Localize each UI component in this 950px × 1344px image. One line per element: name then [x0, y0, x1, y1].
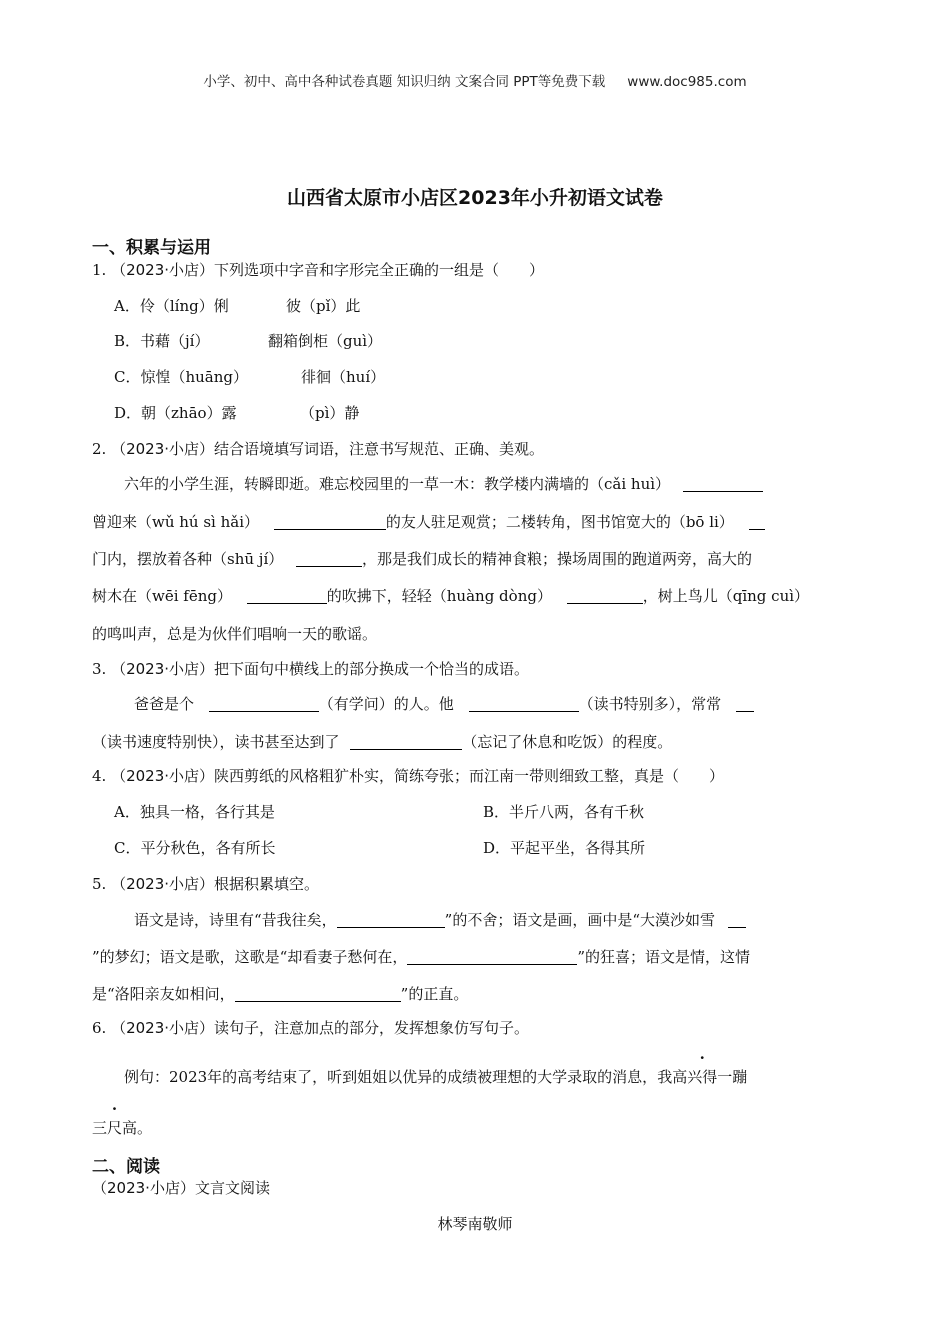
question-3: 3. （2023·小店）把下面句中横线上的部分换成一个恰当的成语。 — [92, 660, 530, 678]
page-title: 山西省太原市小店区2023年小升初语文试卷 — [287, 187, 663, 209]
question-source: （2023·小店） — [111, 261, 215, 279]
q5-line-2: ”的梦幻；语文是歌，这歌是“却看妻子愁何在， ”的狂喜；语文是情，这情 — [92, 948, 751, 966]
q2-line-2: 曾迎来（wǔ hú sì hǎi） 的友人驻足观赏；二楼转角，图书馆宽大的（bō li） — [92, 511, 765, 532]
answer-blank[interactable] — [567, 588, 643, 604]
q4-option-c: C．平分秋色，各有所长 — [114, 839, 276, 857]
section-heading-1: 一、积累与运用 — [92, 238, 211, 258]
q6-example-line-1: 例句：2023年的高考结束了，听到姐姐以优异的成绩被理想的大学录取的消息，· 我高兴得一蹦 — [124, 1066, 747, 1087]
section-heading-2: 二、阅读 — [92, 1157, 160, 1177]
answer-blank[interactable] — [407, 949, 577, 965]
q3-line-1: 爸爸是个 （有学问）的人。他 （读书特别多），常常 — [134, 693, 754, 714]
q5-line-3: 是“洛阳亲友如相问， ”的正直。 — [92, 985, 469, 1003]
dotted-emphasis: · 我高兴得一蹦 — [657, 1066, 747, 1087]
q2-line-1: 六年的小学生涯，转瞬即逝。难忘校园里的一草一木：教学楼内满墙的（cǎi huì） — [124, 473, 763, 494]
answer-blank[interactable] — [350, 734, 462, 750]
question-2: 2. （2023·小店）结合语境填写词语，注意书写规范、正确、美观。 — [92, 440, 545, 458]
question-6: 6. （2023·小店）读句子，注意加点的部分，发挥想象仿写句子。 — [92, 1019, 530, 1037]
header-site-link[interactable]: www.doc985.com — [627, 74, 747, 90]
answer-blank[interactable] — [274, 514, 386, 530]
reading-intro: （2023·小店）文言文阅读 — [92, 1179, 270, 1197]
question-stem: 下列选项中字音和字形完全正确的一组是（ ） — [214, 261, 545, 279]
dotted-emphasis: 三尺高 — [92, 1119, 138, 1137]
q4-option-b: B．半斤八两，各有千秋 — [483, 803, 645, 821]
answer-blank[interactable] — [728, 912, 746, 928]
q6-example-line-2: 三尺高。 — [92, 1119, 153, 1137]
q3-line-2: （读书速度特别快），读书甚至达到了 （忘记了休息和吃饭）的程度。 — [92, 733, 673, 751]
question-5: 5. （2023·小店）根据积累填空。 — [92, 875, 320, 893]
question-number: 1. — [92, 261, 107, 279]
header-text: 小学、初中、高中各种试卷真题 知识归纳 文案合同 PPT等免费下载 — [203, 74, 606, 90]
answer-blank[interactable] — [749, 514, 765, 530]
answer-blank[interactable] — [469, 696, 579, 712]
answer-blank[interactable] — [235, 986, 401, 1002]
passage-title: 林琴南敬师 — [437, 1215, 513, 1233]
page-header — [0, 70, 950, 90]
answer-blank[interactable] — [683, 476, 763, 492]
answer-blank[interactable] — [296, 551, 362, 567]
q4-option-a: A．独具一格，各行其是 — [114, 803, 275, 821]
question-1 — [92, 259, 544, 280]
q1-option-c: C．惊惶（huāng） — [114, 368, 249, 386]
q1-option-b-2: 翻箱倒柜（guì） — [268, 332, 383, 350]
question-4: 4. （2023·小店）陕西剪纸的风格粗犷朴实，简练夸张；而江南一带则细致工整，真是（ ） — [92, 767, 725, 785]
q5-line-1: 语文是诗，诗里有“昔我往矣， ”的不舍；语文是画，画中是“大漠沙如雪 — [134, 909, 746, 930]
q1-option-c-2: 徘徊（huí） — [301, 368, 386, 386]
q1-option-b: B．书藉（jí） — [114, 332, 210, 350]
q1-option-d-2: （pì）静 — [300, 404, 360, 422]
q2-line-3: 门内，摆放着各种（shū jí） ，那是我们成长的精神食粮；操场周围的跑道两旁，高大的 — [92, 550, 753, 568]
answer-blank[interactable] — [247, 588, 327, 604]
answer-blank[interactable] — [209, 696, 319, 712]
answer-blank[interactable] — [337, 912, 445, 928]
q1-option-a-2: 彼（pǐ）此 — [286, 297, 361, 315]
q2-line-4: 树木在（wēi fēng） 的吹拂下，轻轻（huàng dòng） ，树上鸟儿（qīng cuì） — [92, 587, 810, 605]
q4-option-d: D．平起平坐，各得其所 — [483, 839, 646, 857]
answer-blank[interactable] — [736, 696, 754, 712]
q1-option-a: A．伶（líng）俐 — [114, 297, 229, 315]
q1-option-d: D．朝（zhāo）露 — [114, 404, 237, 422]
q2-line-5: 的鸣叫声，总是为伙伴们唱响一天的歌谣。 — [92, 625, 378, 643]
